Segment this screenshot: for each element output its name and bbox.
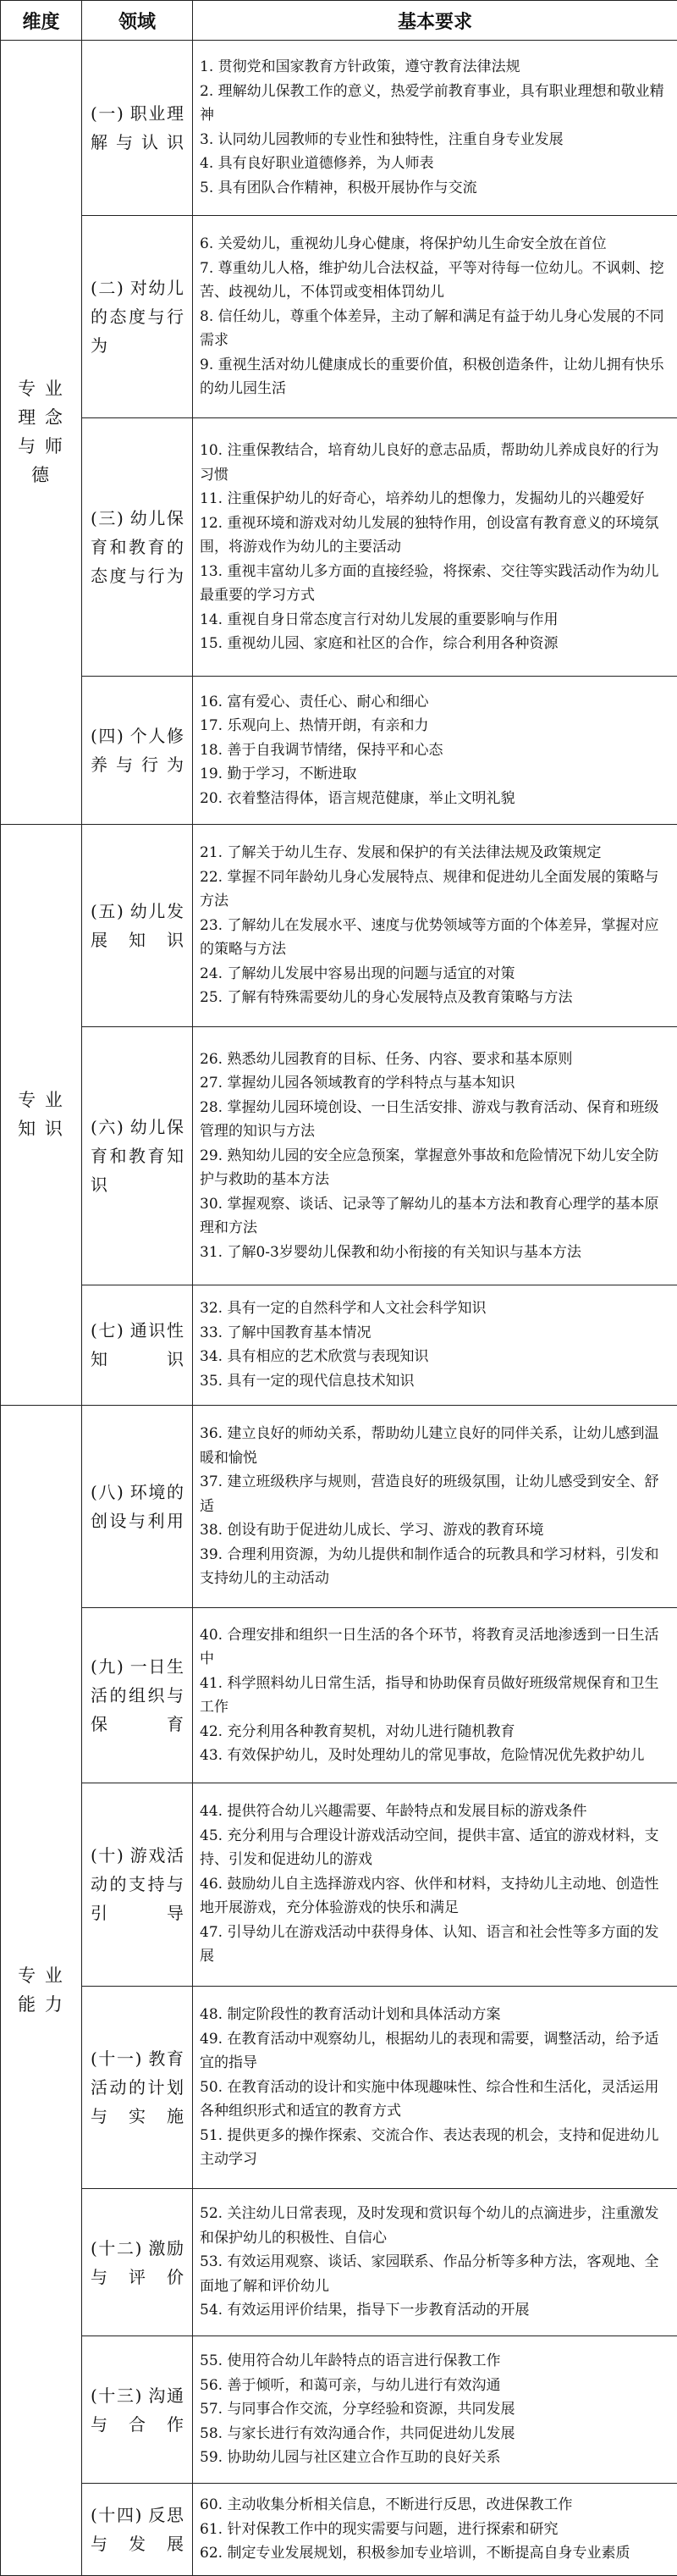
domain-cell: (七) 通识性知识: [82, 1285, 193, 1405]
requirement-item: 16. 富有爱心、责任心、耐心和细心: [200, 693, 429, 710]
requirements-cell: [193, 1405, 677, 1608]
domain-cell: (四) 个人修养与行为: [82, 677, 193, 824]
requirement-item: 37. 建立班级秩序与规则，营造良好的班级氛围，让幼儿感受到安全、舒适: [200, 1473, 659, 1515]
requirement-item: 51. 提供更多的操作探索、交流合作、表达表现的机会，支持和促进幼儿主动学习: [200, 2126, 659, 2169]
domain-row: [1, 1027, 677, 1285]
requirement-item: 28. 掌握幼儿园环境创设、一日生活安排、游戏与教育活动、保育和班级管理的知识与方法: [200, 1098, 659, 1141]
requirement-item: 49. 在教育活动中观察幼儿，根据幼儿的表现和需要，调整活动，给予适宜的指导: [200, 2030, 659, 2072]
requirement-item: 47. 引导幼儿在游戏活动中获得身体、认知、语言和社会性等多方面的发展: [200, 1923, 659, 1965]
requirements-cell: [193, 824, 677, 1027]
domain-row: [1, 1783, 677, 1986]
requirement-item: 9. 重视生活对幼儿健康成长的重要价值，积极创造条件，让幼儿拥有快乐的幼儿园生活: [200, 356, 664, 398]
requirement-item: 52. 关注幼儿日常表现，及时发现和赏识每个幼儿的点滴进步，注重激发和保护幼儿的积极性、自信心: [200, 2205, 659, 2247]
domain-row: [1, 2336, 677, 2484]
dimension-cell: 专 业 能 力: [1, 1405, 82, 2575]
domain-row: [1, 1986, 677, 2189]
requirement-item: 15. 重视幼儿园、家庭和社区的合作，综合利用各种资源: [200, 635, 559, 653]
requirement-item: 59. 协助幼儿园与社区建立合作互助的良好关系: [200, 2449, 501, 2467]
requirement-item: 24. 了解幼儿发展中容易出现的问题与适宜的对策: [200, 965, 515, 982]
requirement-item: 39. 合理利用资源，为幼儿提供和制作适合的玩教具和学习材料，引发和支持幼儿的主动活动: [200, 1545, 659, 1588]
requirement-item: 10. 注重保教结合，培育幼儿良好的意志品质，帮助幼儿养成良好的行为习惯: [200, 442, 659, 484]
requirement-item: 43. 有效保护幼儿，及时处理幼儿的常见事故，危险情况优先救护幼儿: [200, 1747, 645, 1765]
header-requirements: 基本要求: [193, 1, 677, 41]
table-body: [1, 41, 677, 2576]
header-row: [1, 1, 677, 41]
requirement-item: 3. 认同幼儿园教师的专业性和独特性，注重自身专业发展: [200, 130, 564, 148]
domain-row: [1, 2484, 677, 2576]
requirement-item: 22. 掌握不同年龄幼儿身心发展特点、规律和促进幼儿全面发展的策略与方法: [200, 868, 659, 910]
domain-cell: (十二) 激励与评价: [82, 2189, 193, 2336]
requirement-item: 55. 使用符合幼儿年龄特点的语言进行保教工作: [200, 2352, 501, 2370]
requirement-item: 57. 与同事合作交流，分享经验和资源，共同发展: [200, 2401, 515, 2418]
requirement-item: 30. 掌握观察、谈话、记录等了解幼儿的基本方法和教育心理学的基本原理和方法: [200, 1195, 659, 1237]
requirement-item: 12. 重视环境和游戏对幼儿发展的独特作用，创设富有教育意义的环境氛围，将游戏作为幼儿的主要活动: [200, 514, 659, 556]
domain-row: [1, 1405, 677, 1608]
requirement-item: 34. 具有相应的艺术欣赏与表现知识: [200, 1348, 429, 1366]
requirement-item: 7. 尊重幼儿人格，维护幼儿合法权益，平等对待每一位幼儿。不讽刺、挖苦、歧视幼儿，不体罚或变相体罚幼儿: [200, 259, 664, 301]
requirement-item: 46. 鼓励幼儿自主选择游戏内容、伙伴和材料，支持幼儿主动地、创造性地开展游戏，充分体验游戏的快乐和满足: [200, 1875, 659, 1917]
requirements-cell: [193, 1783, 677, 1986]
requirement-item: 31. 了解0-3岁婴幼儿保教和幼小衔接的有关知识与基本方法: [200, 1243, 581, 1261]
domain-cell: (八) 环境的创设与利用: [82, 1405, 193, 1608]
requirement-item: 50. 在教育活动的设计和实施中体现趣味性、综合性和生活化，灵活运用各种组织形式和适宜的教育方式: [200, 2078, 659, 2120]
domain-cell: (十三) 沟通与合作: [82, 2336, 193, 2484]
requirement-item: 60. 主动收集分析相关信息，不断进行反思，改进保教工作: [200, 2496, 573, 2514]
requirement-item: 5. 具有团队合作精神，积极开展协作与交流: [200, 179, 477, 196]
requirement-item: 14. 重视自身日常态度言行对幼儿发展的重要影响与作用: [200, 611, 559, 628]
header-domain: 领域: [82, 1, 193, 41]
requirement-item: 8. 信任幼儿，尊重个体差异，主动了解和满足有益于幼儿身心发展的不同需求: [200, 307, 664, 350]
domain-row: [1, 2189, 677, 2336]
requirement-item: 4. 具有良好职业道德修养，为人师表: [200, 155, 434, 173]
dimension-cell: 专 业 理 念 与 师 德: [1, 41, 82, 825]
requirements-cell: [193, 1027, 677, 1285]
requirement-item: 23. 了解幼儿在发展水平、速度与优势领域等方面的个体差异，掌握对应的策略与方法: [200, 916, 659, 959]
requirements-cell: [193, 1986, 677, 2189]
requirements-cell: [193, 418, 677, 677]
header-dimension: 维度: [1, 1, 82, 41]
domain-row: [1, 41, 677, 216]
requirement-item: 19. 勤于学习，不断进取: [200, 766, 357, 783]
requirement-item: 27. 掌握幼儿园各领域教育的学科特点与基本知识: [200, 1075, 515, 1092]
requirement-item: 33. 了解中国教育基本情况: [200, 1324, 372, 1341]
requirement-item: 38. 创设有助于促进幼儿成长、学习、游戏的教育环境: [200, 1522, 544, 1540]
requirement-item: 45. 充分利用与合理设计游戏活动空间，提供丰富、适宜的游戏材料，支持、引发和促进幼儿的游戏: [200, 1827, 659, 1869]
requirement-item: 54. 有效运用评价结果，指导下一步教育活动的开展: [200, 2302, 530, 2319]
requirement-item: 48. 制定阶段性的教育活动计划和具体活动方案: [200, 2006, 501, 2024]
requirement-item: 32. 具有一定的自然科学和人文社会科学知识: [200, 1300, 487, 1318]
requirement-item: 25. 了解有特殊需要幼儿的身心发展特点及教育策略与方法: [200, 989, 573, 1007]
requirement-item: 62. 制定专业发展规划，积极参加专业培训，不断提高自身专业素质: [200, 2545, 630, 2562]
domain-row: [1, 1608, 677, 1783]
requirement-item: 44. 提供符合幼儿兴趣需要、年龄特点和发展目标的游戏条件: [200, 1803, 587, 1821]
domain-row: [1, 418, 677, 677]
domain-row: [1, 677, 677, 824]
domain-cell: (一) 职业理解与认识: [82, 41, 193, 216]
requirement-item: 1. 贯彻党和国家教育方针政策，遵守教育法律法规: [200, 58, 520, 76]
requirement-item: 53. 有效运用观察、谈话、家园联系、作品分析等多种方法，客观地、全面地了解和评价幼儿: [200, 2253, 659, 2295]
requirement-item: 40. 合理安排和组织一日生活的各个环节，将教育灵活地渗透到一日生活中: [200, 1626, 659, 1668]
domain-row: [1, 824, 677, 1027]
requirements-cell: [193, 215, 677, 418]
requirement-item: 17. 乐观向上、热情开朗，有亲和力: [200, 717, 429, 735]
requirement-item: 35. 具有一定的现代信息技术知识: [200, 1372, 415, 1390]
requirement-item: 41. 科学照料幼儿日常生活，指导和协助保育员做好班级常规保育和卫生工作: [200, 1674, 659, 1716]
requirement-item: 36. 建立良好的师幼关系，帮助幼儿建立良好的同伴关系，让幼儿感到温暖和愉悦: [200, 1425, 659, 1467]
requirements-cell: [193, 41, 677, 216]
domain-cell: (三) 幼儿保育和教育的态度与行为: [82, 418, 193, 677]
requirements-cell: [193, 1285, 677, 1405]
requirements-cell: [193, 677, 677, 824]
domain-row: [1, 215, 677, 418]
domain-cell: (十一) 教育活动的计划与实施: [82, 1986, 193, 2189]
domain-cell: (十四) 反思与发展: [82, 2484, 193, 2576]
requirement-item: 2. 理解幼儿保教工作的意义，热爱学前教育事业，具有职业理想和敬业精神: [200, 82, 664, 124]
domain-cell: (九) 一日生活的组织与保育: [82, 1608, 193, 1783]
requirement-item: 18. 善于自我调节情绪，保持平和心态: [200, 741, 443, 759]
domain-cell: (二) 对幼儿的态度与行为: [82, 215, 193, 418]
requirement-item: 61. 针对保教工作中的现实需要与问题，进行探索和研究: [200, 2520, 559, 2538]
requirements-cell: [193, 2189, 677, 2336]
requirement-item: 56. 善于倾听，和蔼可亲，与幼儿进行有效沟通: [200, 2376, 501, 2394]
requirements-cell: [193, 1608, 677, 1783]
requirements-cell: [193, 2336, 677, 2484]
requirement-item: 6. 关爱幼儿，重视幼儿身心健康，将保护幼儿生命安全放在首位: [200, 235, 607, 253]
domain-cell: (六) 幼儿保育和教育知识: [82, 1027, 193, 1285]
dimension-cell: 专 业 知 识: [1, 824, 82, 1405]
domain-row: [1, 1285, 677, 1405]
requirements-cell: [193, 2484, 677, 2576]
requirement-item: 42. 充分利用各种教育契机，对幼儿进行随机教育: [200, 1722, 515, 1740]
requirement-item: 13. 重视丰富幼儿多方面的直接经验，将探索、交往等实践活动作为幼儿最重要的学习方式: [200, 562, 659, 605]
requirement-item: 11. 注重保护幼儿的好奇心，培养幼儿的想像力，发掘幼儿的兴趣爱好: [200, 490, 645, 508]
requirement-item: 58. 与家长进行有效沟通合作，共同促进幼儿发展: [200, 2424, 515, 2442]
domain-cell: (十) 游戏活动的支持与引导: [82, 1783, 193, 1986]
requirement-item: 26. 熟悉幼儿园教育的目标、任务、内容、要求和基本原则: [200, 1050, 573, 1068]
domain-cell: (五) 幼儿发展知识: [82, 824, 193, 1027]
requirement-item: 21. 了解关于幼儿生存、发展和保护的有关法律法规及政策规定: [200, 844, 602, 862]
requirement-item: 29. 熟知幼儿园的安全应急预案，掌握意外事故和危险情况下幼儿安全防护与救助的基本方法: [200, 1147, 659, 1189]
requirement-item: 20. 衣着整洁得体，语言规范健康，举止文明礼貌: [200, 789, 515, 807]
